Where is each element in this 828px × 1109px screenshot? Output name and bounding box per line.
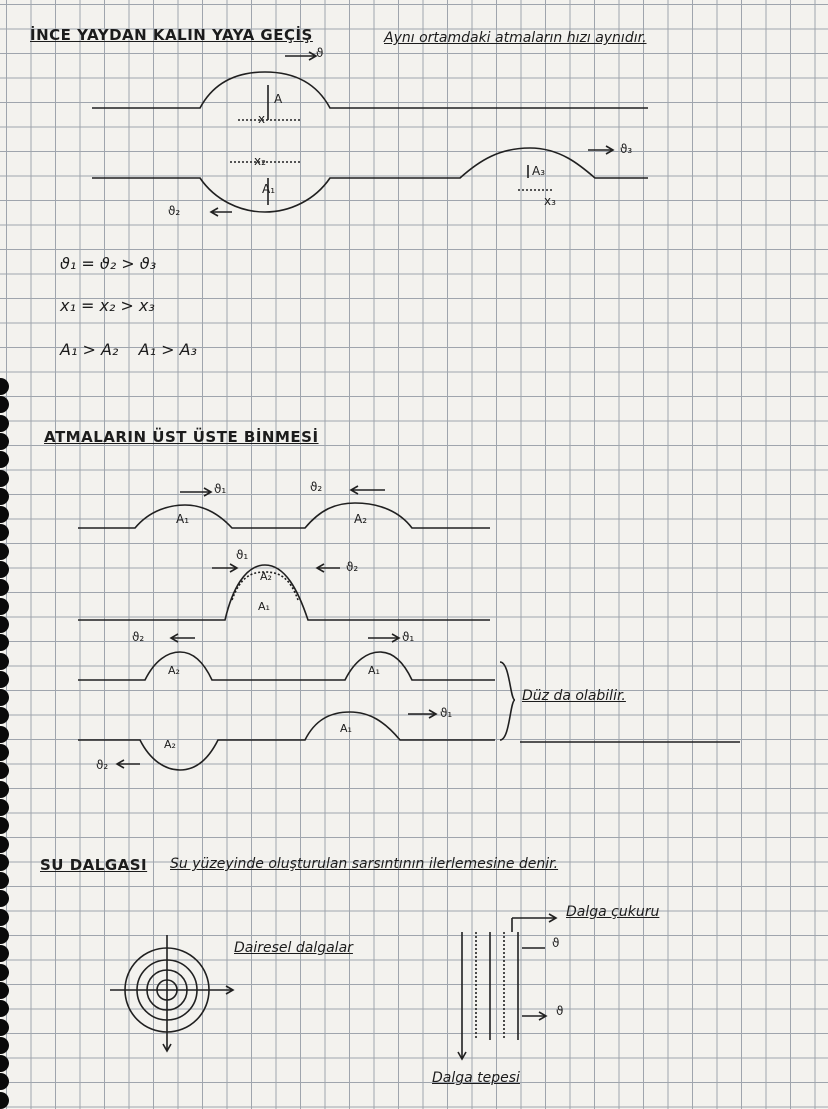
- label-A1-row1: A₁: [176, 512, 190, 526]
- label-v2-row2: ϑ₂: [346, 560, 359, 574]
- label-v2-row4: ϑ₂: [96, 758, 109, 772]
- label-A1-row3: A₁: [368, 664, 380, 677]
- label-A2-row3: A₂: [168, 664, 180, 677]
- bracket: [500, 662, 515, 740]
- label-v1-row3: ϑ₁: [402, 630, 415, 644]
- label-v-bottom: ϑ: [556, 1004, 564, 1018]
- section3-title: SU DALGASI: [40, 856, 148, 874]
- spring-row-1: [78, 503, 490, 528]
- label-x2: x₂: [254, 154, 266, 168]
- label-circular: Dairesel dalgalar: [234, 940, 353, 956]
- spring-row-2: [78, 565, 490, 620]
- relation-amplitude: A₁ > A₂ A₁ > A₃: [60, 340, 197, 359]
- label-A2-row2: A₂: [260, 570, 272, 583]
- label-A: A: [274, 92, 283, 106]
- label-v-top: ϑ: [552, 936, 560, 950]
- label-trough: Dalga çukuru: [566, 904, 660, 920]
- section1-title: İNCE YAYDAN KALIN YAYA GEÇİŞ: [30, 26, 313, 44]
- section3-definition: Su yüzeyinde oluşturulan sarsıntının ilerlemesine denir.: [170, 856, 559, 872]
- label-v1-row1: ϑ₁: [214, 482, 227, 496]
- thin-spring-top: [92, 72, 648, 108]
- label-v2: ϑ₂: [168, 204, 181, 218]
- section1-note: Aynı ortamdaki atmaların hızı aynıdır.: [384, 30, 647, 46]
- label-v2-row3: ϑ₂: [132, 630, 145, 644]
- relation-velocity: ϑ₁ = ϑ₂ > ϑ₃: [60, 254, 157, 273]
- label-v1-row2: ϑ₁: [236, 548, 249, 562]
- bracket-note: Düz da olabilir.: [522, 688, 626, 704]
- label-A1-row2: A₁: [258, 600, 270, 613]
- label-A1-row4: A₁: [340, 722, 352, 735]
- label-A2-row1: A₂: [354, 512, 368, 526]
- spring-row-4: [78, 712, 495, 770]
- section2-title: ATMALARIN ÜST ÜSTE BİNMESİ: [44, 428, 319, 446]
- label-v1-row4: ϑ₁: [440, 706, 453, 720]
- label-x3: x₃: [544, 194, 556, 208]
- relation-width: x₁ = x₂ > x₃: [60, 296, 155, 315]
- spring-row-3: [78, 652, 495, 680]
- thin-spring-bottom: [92, 148, 648, 212]
- label-v3: ϑ₃: [620, 142, 633, 156]
- label-v2-row1: ϑ₂: [310, 480, 323, 494]
- label-A1: A₁: [262, 182, 276, 196]
- label-A3: A₃: [532, 164, 546, 178]
- label-crest: Dalga tepesi: [432, 1070, 520, 1086]
- label-v: ϑ: [316, 46, 324, 60]
- label-A2-row4: A₂: [164, 738, 176, 751]
- label-x: x: [258, 112, 266, 126]
